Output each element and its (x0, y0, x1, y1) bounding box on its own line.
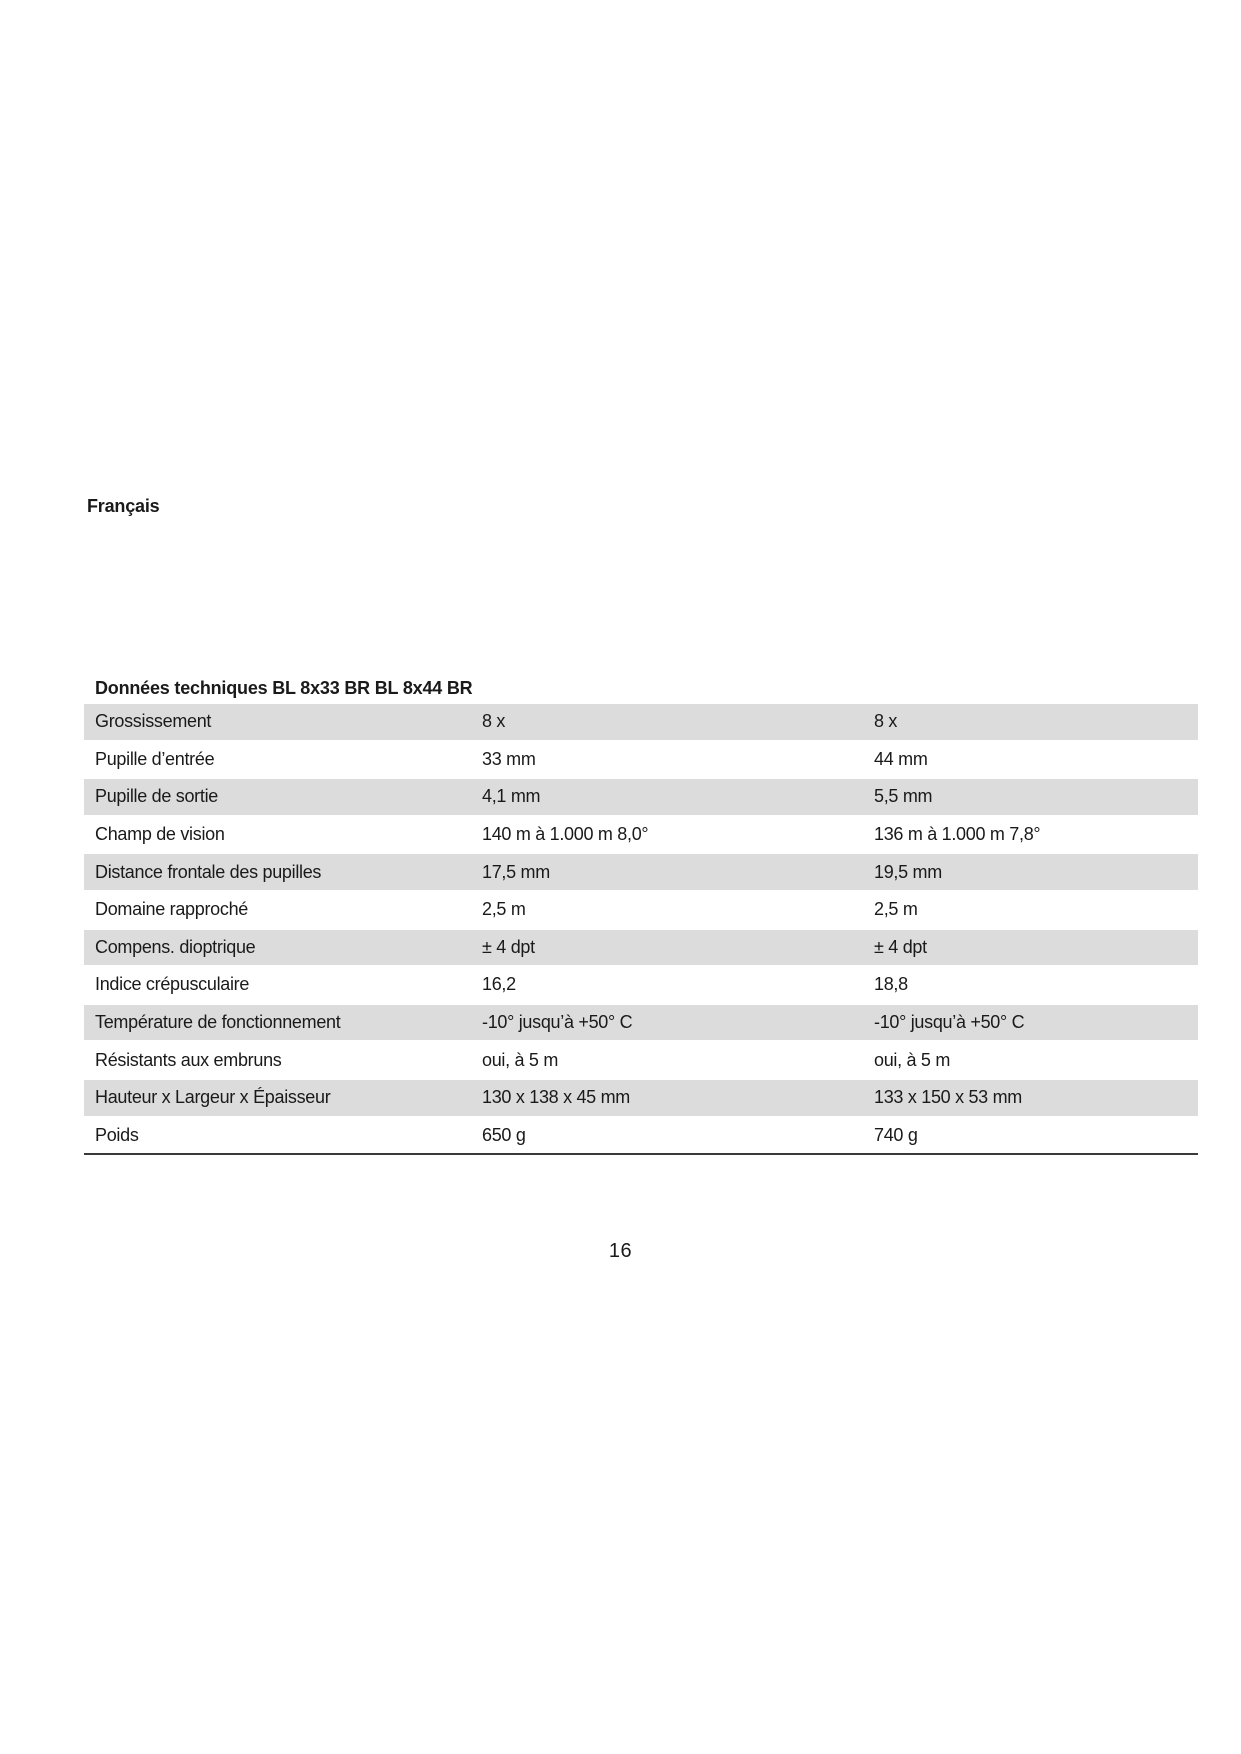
technical-data-section (84, 672, 1198, 1155)
spec-label: Poids (84, 1117, 471, 1155)
spec-value-8x44: -10° jusqu’à +50° C (863, 1004, 1198, 1042)
spec-value-8x44: 8 x (863, 704, 1198, 741)
table-row (84, 704, 1198, 741)
spec-value-8x44: 18,8 (863, 966, 1198, 1004)
spec-value-8x33: 33 mm (471, 741, 863, 779)
spec-value-8x33: 4,1 mm (471, 778, 863, 816)
table-row (84, 1041, 1198, 1079)
spec-label: Pupille d’entrée (84, 741, 471, 779)
spec-label: Distance frontale des pupilles (84, 853, 471, 891)
spec-value-8x33: -10° jusqu’à +50° C (471, 1004, 863, 1042)
spec-value-8x44: 19,5 mm (863, 853, 1198, 891)
spec-value-8x44: ± 4 dpt (863, 929, 1198, 967)
spec-label: Hauteur x Largeur x Épaisseur (84, 1079, 471, 1117)
spec-value-8x44: 5,5 mm (863, 778, 1198, 816)
table-row (84, 891, 1198, 929)
table-row (84, 853, 1198, 891)
spec-value-8x44: 2,5 m (863, 891, 1198, 929)
spec-value-8x33: ± 4 dpt (471, 929, 863, 967)
technical-data-title: Données techniques BL 8x33 BR BL 8x44 BR (95, 678, 473, 698)
page-number: 16 (608, 1240, 633, 1262)
technical-data-table (84, 704, 1198, 1155)
spec-value-8x44: 133 x 150 x 53 mm (863, 1079, 1198, 1117)
spec-value-8x33: 17,5 mm (471, 853, 863, 891)
table-row (84, 1004, 1198, 1042)
spec-label: Grossissement (84, 704, 471, 741)
spec-label: Température de fonctionnement (84, 1004, 471, 1042)
spec-value-8x33: 130 x 138 x 45 mm (471, 1079, 863, 1117)
spec-value-8x33: 2,5 m (471, 891, 863, 929)
spec-value-8x33: 8 x (471, 704, 863, 741)
spec-label: Résistants aux embruns (84, 1041, 471, 1079)
table-row (84, 1117, 1198, 1155)
spec-value-8x44: 740 g (863, 1117, 1198, 1155)
spec-value-8x33: 650 g (471, 1117, 863, 1155)
section-language-label: Français (87, 496, 160, 516)
spec-value-8x33: 140 m à 1.000 m 8,0° (471, 816, 863, 854)
table-row (84, 741, 1198, 779)
spec-value-8x33: oui, à 5 m (471, 1041, 863, 1079)
spec-value-8x44: 44 mm (863, 741, 1198, 779)
spec-value-8x44: 136 m à 1.000 m 7,8° (863, 816, 1198, 854)
spec-label: Champ de vision (84, 816, 471, 854)
spec-value-8x44: oui, à 5 m (863, 1041, 1198, 1079)
spec-label: Indice crépusculaire (84, 966, 471, 1004)
spec-label: Domaine rapproché (84, 891, 471, 929)
spec-label: Compens. dioptrique (84, 929, 471, 967)
table-row (84, 929, 1198, 967)
table-row (84, 816, 1198, 854)
table-row (84, 1079, 1198, 1117)
table-row (84, 778, 1198, 816)
table-row (84, 966, 1198, 1004)
spec-label: Pupille de sortie (84, 778, 471, 816)
spec-value-8x33: 16,2 (471, 966, 863, 1004)
